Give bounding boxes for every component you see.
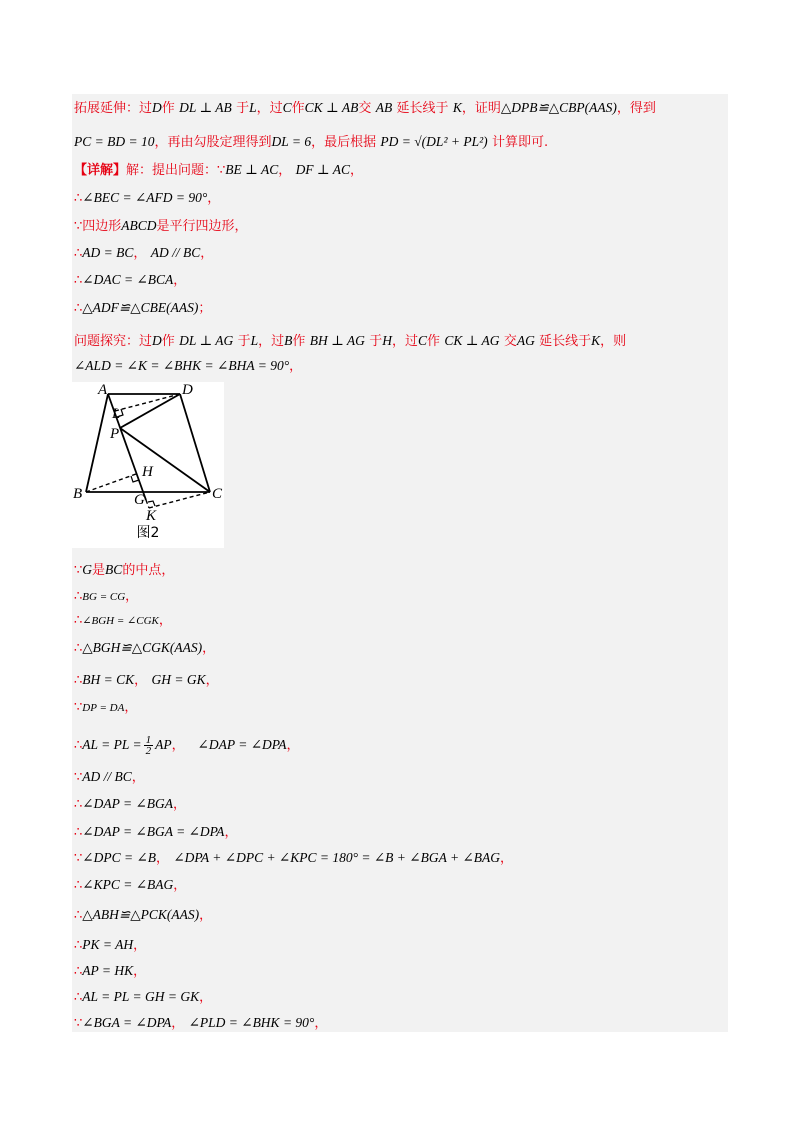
- proof-line-8: ∴△ADF≌△CBE(AAS)；: [74, 300, 212, 316]
- proof-line-16: ∵DP = DA，: [74, 700, 138, 715]
- proof-line-21: ∵∠DPC = ∠B， ∠DPA + ∠DPC + ∠KPC = 180° = ∠B + ∠BGA + ∠BAG，: [74, 850, 514, 866]
- proof-line-18: ∵AD // BC，: [74, 769, 145, 785]
- label-c: C: [212, 486, 223, 502]
- proof-line-15: ∴BH = CK， GH = GK，: [74, 672, 219, 688]
- exploration-line-1: 问题探究：过D作 DL ⊥ AG 于L，过B作 BH ⊥ AG 于H，过C作 CK ⊥ AG 交AG 延长线于K，则: [74, 333, 627, 349]
- proof-line-11: ∵G是BC的中点，: [74, 562, 175, 578]
- exploration-line-2: ∠ALD = ∠K = ∠BHK = ∠BHA = 90°，: [74, 358, 303, 374]
- segment-bh-dashed: [86, 474, 136, 492]
- proof-line-20: ∴∠DAP = ∠BGA = ∠DPA，: [74, 824, 238, 840]
- proof-line-17: ∴AL = PL = $\frac{1}{2}$ AP， ∠DAP = ∠DPA，: [74, 734, 300, 757]
- detail-heading-line: 【详解】解：提出问题：∵BE ⊥ AC， DF ⊥ AC，: [74, 162, 364, 178]
- segment-dl-dashed: [115, 394, 180, 411]
- proof-line-6: ∴AD = BC， AD // BC，: [74, 245, 214, 261]
- proof-line-27: ∵∠BGA = ∠DPA， ∠PLD = ∠BHK = 90°，: [74, 1015, 328, 1031]
- proof-line-7: ∴∠DAC = ∠BCA，: [74, 272, 187, 288]
- label-k: K: [146, 508, 157, 522]
- proof-line-23: ∴△ABH≌△PCK(AAS)，: [74, 907, 213, 923]
- label-d: D: [182, 382, 193, 398]
- extension-hint-line-1: 拓展延伸：过D作 DL ⊥ AB 于L，过C作CK ⊥ AB交 AB 延长线于 K，证明△DPB≌△CBP(AAS)，得到: [74, 100, 656, 116]
- proof-line-25: ∴AP = HK，: [74, 963, 147, 979]
- figure-caption: 图2: [136, 525, 160, 541]
- segment-gk-dashed: [146, 500, 149, 508]
- geometry-figure: [72, 382, 224, 548]
- fraction-one-half: $\frac{1}{2}$: [145, 734, 152, 757]
- segment-pd: [120, 394, 180, 428]
- label-l: L: [112, 406, 121, 422]
- proof-line-5: ∵四边形ABCD是平行四边形，: [74, 218, 248, 234]
- proof-line-4: ∴∠BEC = ∠AFD = 90°，: [74, 190, 221, 206]
- proof-line-19: ∴∠DAP = ∠BGA，: [74, 796, 187, 812]
- label-g: G: [134, 492, 145, 508]
- proof-line-12: ∴BG = CG，: [74, 589, 139, 604]
- proof-line-24: ∴PK = AH，: [74, 937, 147, 953]
- label-b: B: [73, 486, 83, 502]
- label-p: P: [110, 426, 120, 442]
- segment-ab: [86, 394, 108, 492]
- label-a: A: [98, 382, 108, 398]
- label-h: H: [142, 464, 153, 480]
- extension-hint-line-2: PC = BD = 10，再由勾股定理得到DL = 6，最后根据 PD = √(DL² + PL²) 计算即可.: [74, 134, 549, 150]
- proof-line-14: ∴△BGH≌△CGK(AAS)，: [74, 640, 216, 656]
- proof-line-13: ∴∠BGH = ∠CGK，: [74, 613, 172, 628]
- proof-line-26: ∴AL = PL = GH = GK，: [74, 989, 213, 1005]
- right-angle-mark-k: [148, 501, 155, 506]
- trapezoid-diagram: [72, 382, 224, 522]
- segment-dc: [180, 394, 210, 492]
- proof-line-22: ∴∠KPC = ∠BAG，: [74, 877, 187, 893]
- segment-ck-dashed: [149, 492, 210, 508]
